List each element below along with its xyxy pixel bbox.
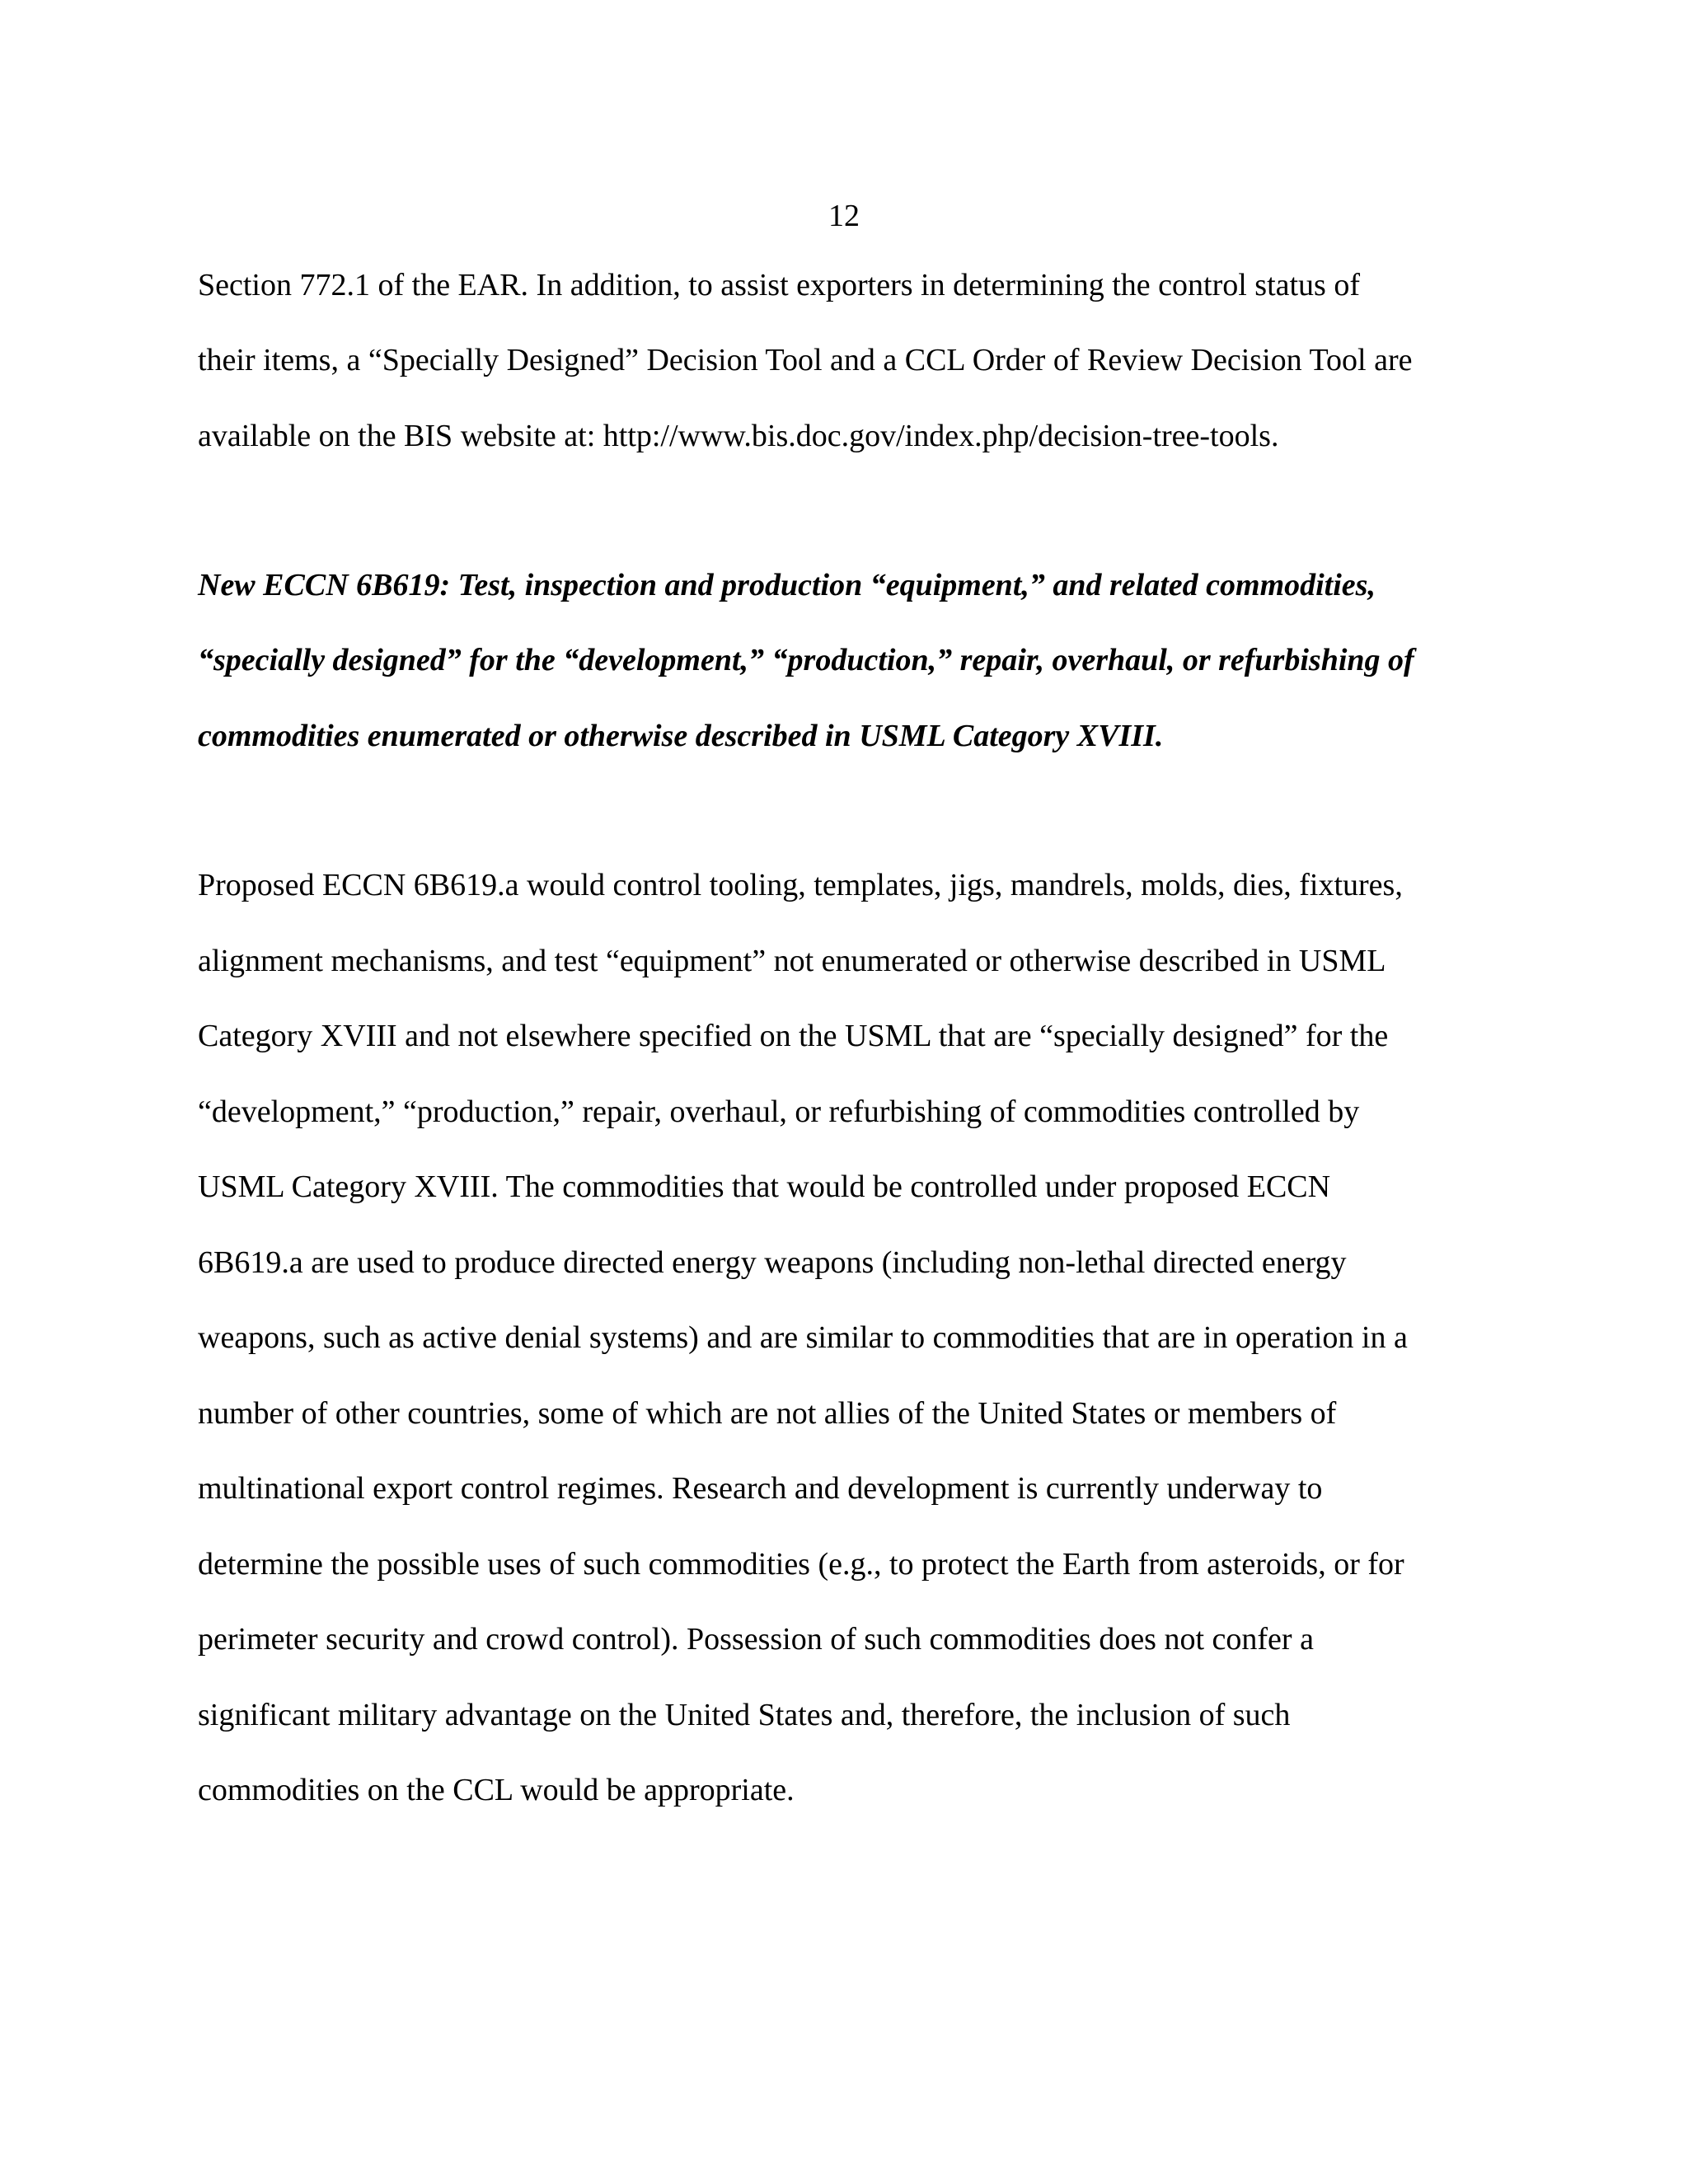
- page-number: 12: [828, 199, 860, 233]
- body-line: perimeter security and crowd control). Possession of such commodities does not confer a: [198, 1622, 1314, 1657]
- body-line: alignment mechanisms, and test “equipment” not enumerated or otherwise described in USML: [198, 944, 1386, 978]
- body-line: number of other countries, some of which are not allies of the United States or members of: [198, 1396, 1337, 1431]
- body-line: weapons, such as active denial systems) and are similar to commodities that are in operation in a: [198, 1320, 1408, 1355]
- intro-line: available on the BIS website at: http://www.bis.doc.gov/index.php/decision-tree-tools.: [198, 419, 1279, 453]
- heading-line: “specially designed” for the “development,” “production,” repair, overhaul, or refurbishing of: [198, 643, 1414, 677]
- heading-line: New ECCN 6B619: Test, inspection and production “equipment,” and related commodities,: [198, 568, 1376, 602]
- body-line: USML Category XVIII. The commodities that would be controlled under proposed ECCN: [198, 1169, 1331, 1204]
- heading-line: commodities enumerated or otherwise described in USML Category XVIII.: [198, 719, 1164, 753]
- body-line: Proposed ECCN 6B619.a would control tooling, templates, jigs, mandrels, molds, dies, fixtures,: [198, 868, 1403, 902]
- body-line: multinational export control regimes. Research and development is currently underway to: [198, 1471, 1323, 1506]
- body-line: 6B619.a are used to produce directed energy weapons (including non-lethal directed energy: [198, 1245, 1347, 1280]
- body-line: commodities on the CCL would be appropriate.: [198, 1773, 795, 1807]
- body-line: significant military advantage on the United States and, therefore, the inclusion of such: [198, 1698, 1291, 1732]
- body-line: determine the possible uses of such commodities (e.g., to protect the Earth from asteroids, or for: [198, 1547, 1404, 1582]
- body-line: “development,” “production,” repair, overhaul, or refurbishing of commodities controlled by: [198, 1094, 1360, 1129]
- body-line: Category XVIII and not elsewhere specified on the USML that are “specially designed” for the: [198, 1019, 1389, 1053]
- intro-line: their items, a “Specially Designed” Decision Tool and a CCL Order of Review Decision Tool are: [198, 343, 1413, 377]
- intro-line: Section 772.1 of the EAR. In addition, to assist exporters in determining the control status of: [198, 268, 1360, 302]
